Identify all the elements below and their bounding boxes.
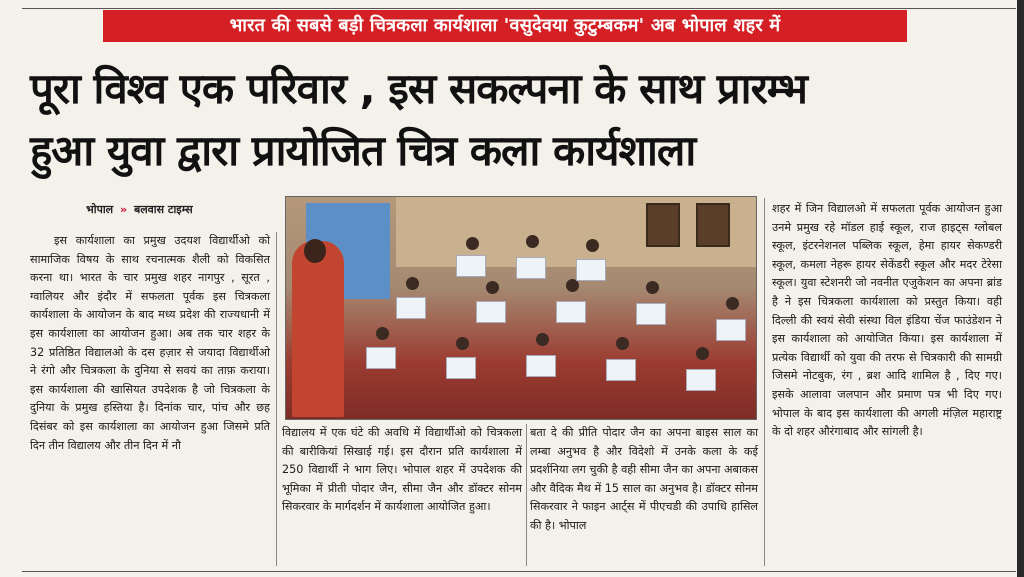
photo-person: [696, 347, 709, 360]
photo-person: [486, 281, 499, 294]
photo-frame: [646, 203, 680, 247]
photo-drawing-card: [636, 303, 666, 325]
photo-person: [646, 281, 659, 294]
page-edge: [1017, 0, 1024, 577]
photo-drawing-card: [476, 301, 506, 323]
article-column-4: [772, 200, 1002, 570]
photo-drawing-card: [716, 319, 746, 341]
workshop-photo: [285, 196, 757, 420]
article-column-3: [530, 424, 758, 564]
photo-drawing-card: [516, 257, 546, 279]
photo-drawing-card: [446, 357, 476, 379]
headline-line-1: पूरा विश्व एक परिवार , इस सकल्पना के साथ प्रारम्भ: [30, 64, 807, 113]
photo-drawing-card: [456, 255, 486, 277]
bottom-rule: [22, 571, 1016, 572]
dateline-place: भोपाल: [86, 203, 114, 216]
photo-drawing-card: [686, 369, 716, 391]
photo-person: [616, 337, 629, 350]
photo-person: [456, 337, 469, 350]
photo-person: [586, 239, 599, 252]
photo-teacher-head: [304, 239, 326, 263]
dateline-separator: »: [119, 203, 128, 216]
top-rule: [22, 8, 1016, 9]
column-1-text: इस कार्यशाला का प्रमुख उदयश विद्यार्थीओ को सामाजिक विषय के साथ रचनात्मक शैली को विकसित करना था। भारत के चार प्रमुख शहर नागपुर , सूरत , ग्वालियर और इंदौर में सफलता पूर्वक इस चित्रकला कार्यशाला के आयोजन के बाद मध्य प्रदेश की राज्यधानी में इस कार्यशाला का आयोजन हुआ। अब तक चार शहर के 32 प्रतिष्ठित विद्यालओ के दस हज़ार से जयादा विद्यार्थीओ ने रंगो और चित्रकला के दुनिया से सवयं का ताफ़ कराया। इस कार्यशाला की खासियत उपदेशक है जो चित्रकला के दुनिया के प्रमुख हस्तिया है। दिनांक चार, पांच और छह दिसंबर को इस कार्यशाला का आयोजन हुआ जिसमे प्रति दिन तीन विद्यालय और तीन दिन में नौ: [30, 234, 270, 452]
photo-person: [466, 237, 479, 250]
headline-line-2: हुआ युवा द्वारा प्रायोजित चित्र कला कार्यशाला: [30, 126, 696, 175]
photo-drawing-card: [396, 297, 426, 319]
photo-frame: [696, 203, 730, 247]
photo-drawing-card: [576, 259, 606, 281]
article-column-1: [30, 232, 270, 562]
photo-drawing-card: [366, 347, 396, 369]
column-3-text: बता दे की प्रीति पोदार जैन का अपना बाइस साल का लम्बा अनुभव है और विदेशो में उनके कला के कई प्रदर्शनिया लग चुकी है वही सीमा जैन का अपना अबाकस और वैदिक मैथ में 15 साल का अनुभव है। डॉक्टर सोनम सिकरवार ने फाइन आर्ट्स में पीएचडी की उपाधि हासिल की है। भोपाल: [530, 426, 758, 532]
photo-person: [526, 235, 539, 248]
headline: [30, 58, 1010, 182]
article-column-2: [282, 424, 522, 564]
photo-person: [376, 327, 389, 340]
photo-drawing-card: [526, 355, 556, 377]
column-divider: [276, 232, 277, 566]
column-4-text: शहर में जिन विद्यालओ में सफलता पूर्वक आयोजन हुआ उनमे प्रमुख रहे मॉडल हाई स्कूल, राज हाइट्स ग्लोबल स्कूल, इंटरनेशनल पब्लिक स्कूल, हेमा हायर सेकण्डरी स्कूल, कमला नेहरू हायर सेकेंडरी स्कूल और मदर टेरेसा स्कूल। युवा स्टेशनरी जो नवनीत एजुकेशन का अपना ब्रांड है ने इस चित्रकला कार्यशाला को प्रस्तुत किया। वही दिल्ली की स्वयं सेवी संस्था विल इंडिया चेंज फाउंडेशन ने इस कार्यशाला को आयोजित किया। इस कार्यशाला में प्रत्येक विद्यार्थी को युवा की तरफ से चित्रकारी की सामग्री जिसमे नोटबुक, रंग , ब्रश आदि शामिल है , दिए गए। इसके आलावा जलपान और प्रमाण पत्र भी दिए गए। भोपाल के बाद इस कार्यशाला की अगली मंज़िल महाराष्ट्र के दो शहर औरंगाबाद और सांगली है।: [772, 202, 1002, 439]
photo-person: [726, 297, 739, 310]
photo-teacher: [292, 241, 344, 417]
photo-person: [406, 277, 419, 290]
column-divider: [526, 424, 527, 566]
photo-drawing-card: [606, 359, 636, 381]
photo-drawing-card: [556, 301, 586, 323]
kicker-banner: भारत की सबसे बड़ी चित्रकला कार्यशाला 'वसुदेवया कुटुम्बकम' अब भोपाल शहर में: [103, 10, 907, 42]
photo-person: [536, 333, 549, 346]
dateline-source: बलवास टाइम्स: [133, 203, 193, 216]
column-divider: [764, 198, 765, 566]
column-2-text: विद्यालय में एक घंटे की अवधि में विद्यार्थीओ को चित्रकला की बारीकियां सिखाई गई। इस दौरान प्रति कार्यशाला में 250 विद्यार्थी ने भाग लिए। भोपाल शहर में उपदेशक की भूमिका में प्रीती पोदार जैन, सीमा जैन और डॉक्टर सोनम सिकरवार के मार्गदर्शन में कार्यशाला आयोजित हुआ।: [282, 426, 522, 514]
dateline: [86, 202, 193, 217]
